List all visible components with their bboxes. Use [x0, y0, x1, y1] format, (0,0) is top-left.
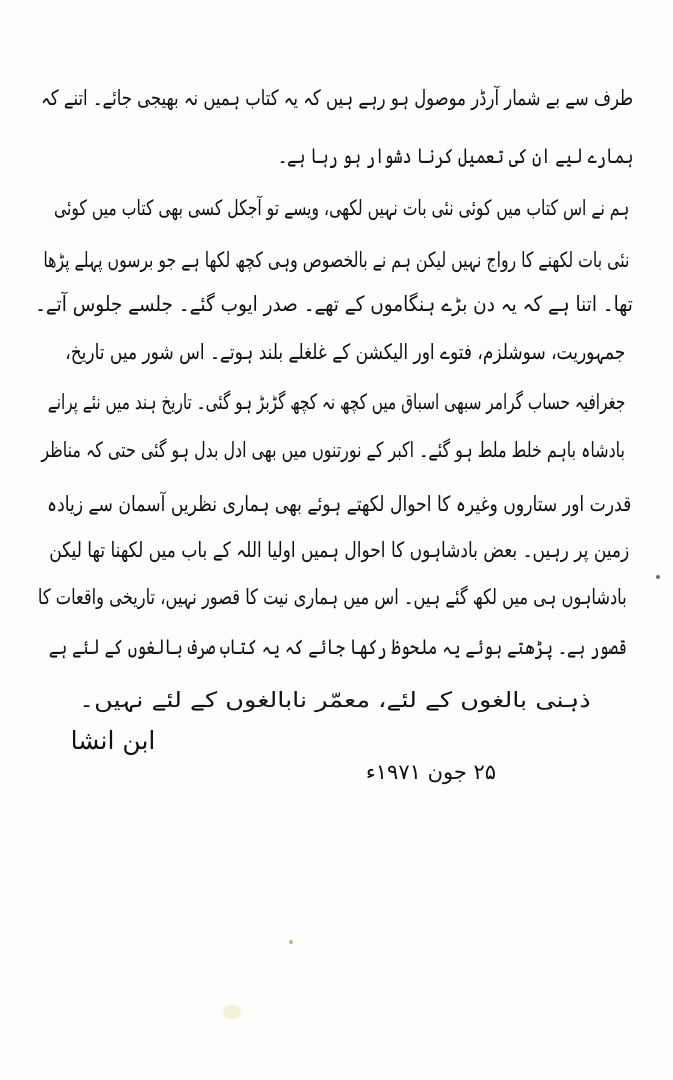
text-line: قدرت اور ستاروں وغیرہ کا احوال لکھتے ہوئے بھی ہماری نظریں آسمان سے زیادہ [46, 492, 631, 516]
text-line: طرف سے بے شمار آرڈر موصول ہو رہے ہیں کہ یہ کتاب ہمیں نہ بھیجی جائے۔ اتنے کہ [40, 86, 633, 110]
text-line: بادشاہ باہم خلط ملط ہو گئے۔ اکبر کے نورتنوں میں بھی ادل بدل ہو گئی حتی کہ مناظر [41, 438, 625, 462]
scan-speck [289, 940, 293, 944]
author-signature: ابن انشا [70, 726, 156, 755]
scan-speck [223, 1005, 241, 1019]
document-date: ۲۵ جون ۱۹۷۱ء [365, 760, 497, 784]
text-line: زمین پر رہیں۔ بعض بادشاہوں کا احوال ہمیں اولیا اللہ کے باب میں لکھنا تھا لیکن [48, 538, 629, 562]
text-line: جمہوریت، سوشلزم، فتوے اور الیکشن کے غلغلے بلند ہوتے۔ اس شور میں تاریخ، [64, 340, 625, 364]
text-line: ہم نے اس کتاب میں کوئی نئی بات نہیں لکھی، ویسے تو آجکل کسی بھی کتاب میں کوئی [53, 196, 629, 220]
text-line: قصور ہے۔ پڑھتے ہوئے یہ ملحوظ رکھا جائے کہ یہ کتاب صرف بالغوں کے لئے ہے [48, 635, 627, 659]
text-line: جغرافیہ حساب گرامر سبھی اسباق میں کچھ نہ کچھ گڑبڑ ہو گئی۔ تاریخ ہند میں نئے پرانے [47, 390, 625, 414]
text-line: ذہنی بالغوں کے لئے، معمّر نابالغوں کے لئے نہیں۔ [79, 688, 591, 712]
text-line: تھا۔ اتنا ہے کہ یہ دن بڑے ہنگاموں کے تھے۔ صدر ایوب گئے۔ جلسے جلوس آتے۔ [35, 292, 633, 316]
text-line: ہمارے لیے ان کی تعمیل کرنا دشوار ہو رہا ہے۔ [277, 144, 633, 168]
scan-speck [656, 575, 660, 579]
text-line: بادشاہوں ہی میں لکھ گئے ہیں۔ اس میں ہماری نیت کا قصور نہیں، تاریخی واقعات کا [38, 585, 627, 609]
text-line: نئی بات لکھنے کا رواج نہیں لیکن ہم نے بالخصوص وہی کچھ لکھا ہے جو برسوں پہلے پڑھا [43, 248, 629, 272]
